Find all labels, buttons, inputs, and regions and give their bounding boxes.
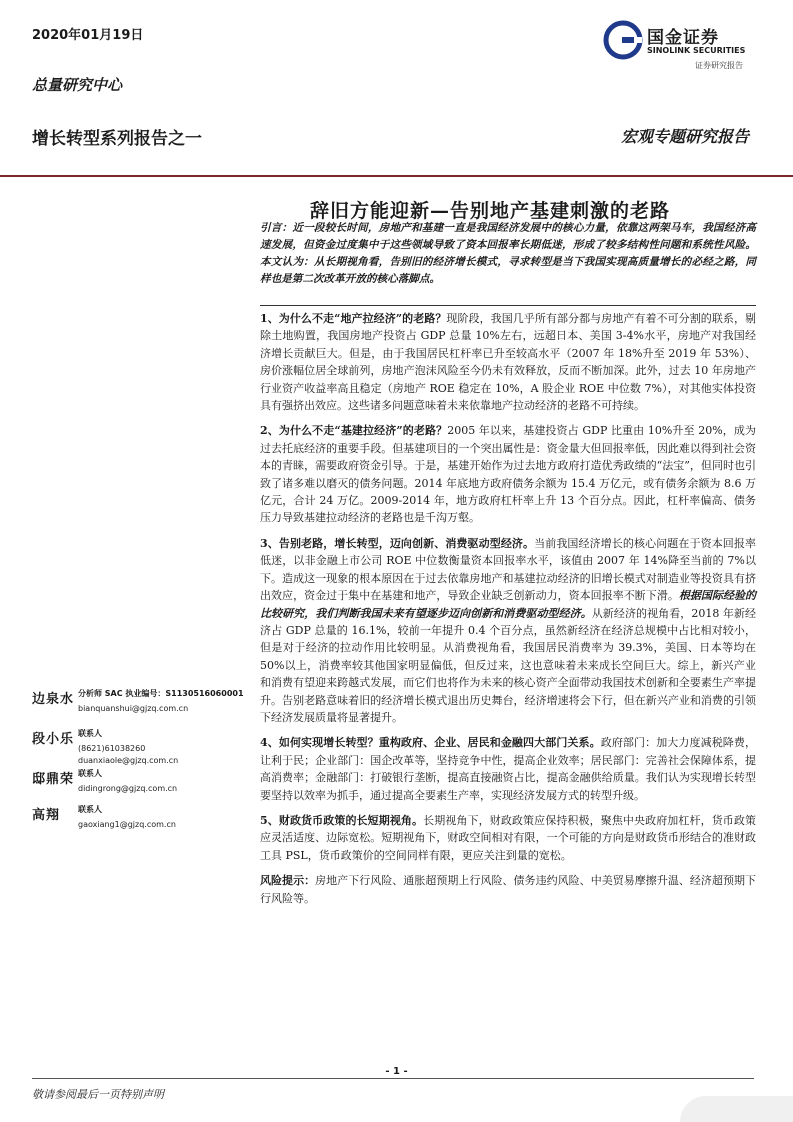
report-title: 辞旧方能迎新—告别地产基建刺激的老路: [309, 200, 670, 222]
paragraph-2: [260, 422, 756, 526]
analyst-role: 联系人: [78, 729, 102, 738]
department-label: 总量研究中心: [32, 76, 123, 94]
risk-warning: [260, 872, 756, 907]
report-body: [260, 310, 756, 915]
analyst-role: 联系人: [78, 769, 102, 778]
footer-decoration: [680, 1096, 793, 1122]
analyst-role: 联系人: [78, 805, 102, 814]
analyst-email: duanxiaole@gjzq.com.cn: [78, 756, 179, 765]
analyst-role: 分析师 SAC 执业编号：S1130516060001: [78, 689, 244, 698]
analyst-name: 邸鼎荣: [32, 772, 75, 787]
analyst-email: bianquanshui@gjzq.com.cn: [78, 704, 189, 713]
sinolink-logo-icon: [603, 20, 643, 60]
analyst-name: 高翔: [32, 808, 61, 823]
logo-sub-text: 证券研究报告: [695, 61, 743, 70]
page-number: - 1 -: [385, 1066, 408, 1077]
disclaimer-note: 敬请参阅最后一页特别声明: [32, 1088, 164, 1101]
paragraph-3: [260, 535, 756, 726]
logo-cn-text: 国金证券: [647, 28, 719, 48]
paragraph-lead: 2、为什么不走“基建拉经济”的老路？: [260, 424, 448, 438]
company-logo: [603, 20, 763, 76]
paragraph-4: [260, 734, 756, 804]
report-date: 2020年01月19日: [32, 28, 144, 43]
paragraph-5: [260, 812, 756, 864]
paragraph-text: 2005 年以来，基建投资占 GDP 比重由 10%升至 20%，成为过去托底经济的重要手段。但基建项目的一个突出属性是：资金量大但回报率低，因此难以得到社会资本的青睐，需要政府资金引导。于是，基建开始作为过去地方政府打造优秀政绩的“法宝”，但同时也引致了诸多难以磨灭的债务问题。2014 年底地方政府债务余额为 15.4 万亿元，或有债务余额为 8.6 万亿元，合计 24 万亿。2009-2014 年，地方政府杠杆率上升 13 个百分点。因此，杠杆率偏高、债务压力导致基建拉动经济的老路也是千沟万壑。: [260, 424, 756, 525]
analyst-email: didingrong@gjzq.com.cn: [78, 784, 178, 793]
paragraph-lead: 3、告别老路，增长转型，迈向创新、消费驱动型经济。: [260, 536, 535, 550]
paragraph-tail: 从新经济的视角看，2018 年新经济占 GDP 总量的 16.1%，较前一年提升 0.4 个百分点，虽然新经济在经济总规模中占比相对较小，但是对于经济的拉动作用比较明显。从消费视角看，我国居民消费率为 39.3%，美国、日本等均在 50%以上，消费率较其他国家明显偏低，但反过来，这也意味着未来成长空间巨大。综上，新兴产业和消费有望迎来跨越式发展，而它们也将作为未来的核心资产全面带动我国技术创新和全要素生产率提升。告别老路意味着旧的经济增长模式退出历史舞台，经济增速将会下行，但在新兴产业和消费的引领下经济发展质量将显著提升。: [260, 606, 757, 724]
paragraph-1: [260, 310, 756, 414]
intro-paragraph: 引言：近一段较长时间，房地产和基建一直是我国经济发展中的核心力量，依靠这两架马车，我国经济高速发展，但资金过度集中于这些领域导致了资本回报率长期低迷，形成了较多结构性问题和系统性风险。本文认为：从长期视角看，告别旧的经济增长模式，寻求转型是当下我国实现高质量增长的必经之路，同样也是第二次改革开放的核心落脚点。: [260, 222, 756, 285]
analyst-name: 段小乐: [32, 732, 75, 747]
paragraph-lead: 1、为什么不走“地产拉经济”的老路？: [260, 312, 447, 325]
paragraph-emphasis: 根据国际经验的比较研究，我们判断我国未来有望逐步迈向创新和消费驱动型经济。: [260, 589, 757, 620]
paragraph-text: 现阶段，我国几乎所有部分都与房地产有着不可分割的联系，剔除土地购置，我国房地产投资占 GDP 总量 10%左右，远超日本、美国 3-4%水平，房地产对我国经济增长贡献巨大。但是，由于我国居民杠杆率已升至较高水平（2007 年 18%升至 2019 年 53%）、房价涨幅位居全球前列，房地产泡沫风险至今仍未有效释放，反而不断加深。此外，过去 10 年房地产行业资产收益率高且稳定（房地产 ROE 稳定在 10%，A 股企业 ROE 中位数 7%），对其他实体投资具有强挤出效应。这些诸多问题意味着未来依靠地产拉动经济的老路不可持续。: [260, 312, 757, 413]
series-title: 增长转型系列报告之一: [32, 129, 202, 149]
header-divider: [0, 175, 793, 177]
report-type: 宏观专题研究报告: [620, 127, 749, 146]
analyst-email: gaoxiang1@gjzq.com.cn: [78, 820, 176, 829]
paragraph-lead: 4、如何实现增长转型？重构政府、企业、居民和金融四大部门关系。: [260, 736, 601, 750]
paragraph-text: 政府部门：加大力度减税降费，让利于民；企业部门：国企改革等，坚持竞争中性，提高企业效率；居民部门：完善社会保障体系，提高消费率；金融部门：打破银行垄断，提高直接融资占比，提高金融供给质量。我们认为实现增长转型要坚持以效率为抓手，通过提高全要素生产率，实现经济发展方式的转型升级。: [260, 736, 757, 802]
intro-divider: [260, 305, 756, 306]
analyst-name: 边泉水: [32, 692, 75, 707]
paragraph-text: 长期视角下，财政政策应保持积极，聚焦中央政府加杠杆，货币政策应灵活适度、边际宽松。短期视角下，财政空间相对有限，一个可能的方向是财政货币形结合的准财政工具 PSL，货币政策价的空间同样有限，更应关注到量的宽松。: [260, 813, 757, 862]
logo-en-text: SINOLINK SECURITIES: [647, 46, 746, 55]
paragraph-text: 当前我国经济增长的核心问题在于资本回报率低迷，以非金融上市公司 ROE 中位数衡量资本回报率水平，该值由 2007 年 14%降至当前的 7%以下。造成这一现象的根本原因在于过去依靠房地产和基建拉动经济的旧增长模式对制造业等投资具有挤出效应，资金过于集中在基建和地产，导致企业缺乏创新动力，资本回报率不断下滑。: [260, 536, 756, 603]
paragraph-lead: 5、财政货币政策的长短期视角。: [260, 813, 424, 827]
footer-divider: [32, 1078, 754, 1079]
analyst-phone: (8621)61038260: [78, 744, 146, 753]
paragraph-text: 房地产下行风险、通胀超预期上行风险、债务违约风险、中美贸易摩擦升温、经济超预期下行风险等。: [260, 874, 757, 905]
paragraph-lead: 风险提示：: [260, 874, 316, 888]
